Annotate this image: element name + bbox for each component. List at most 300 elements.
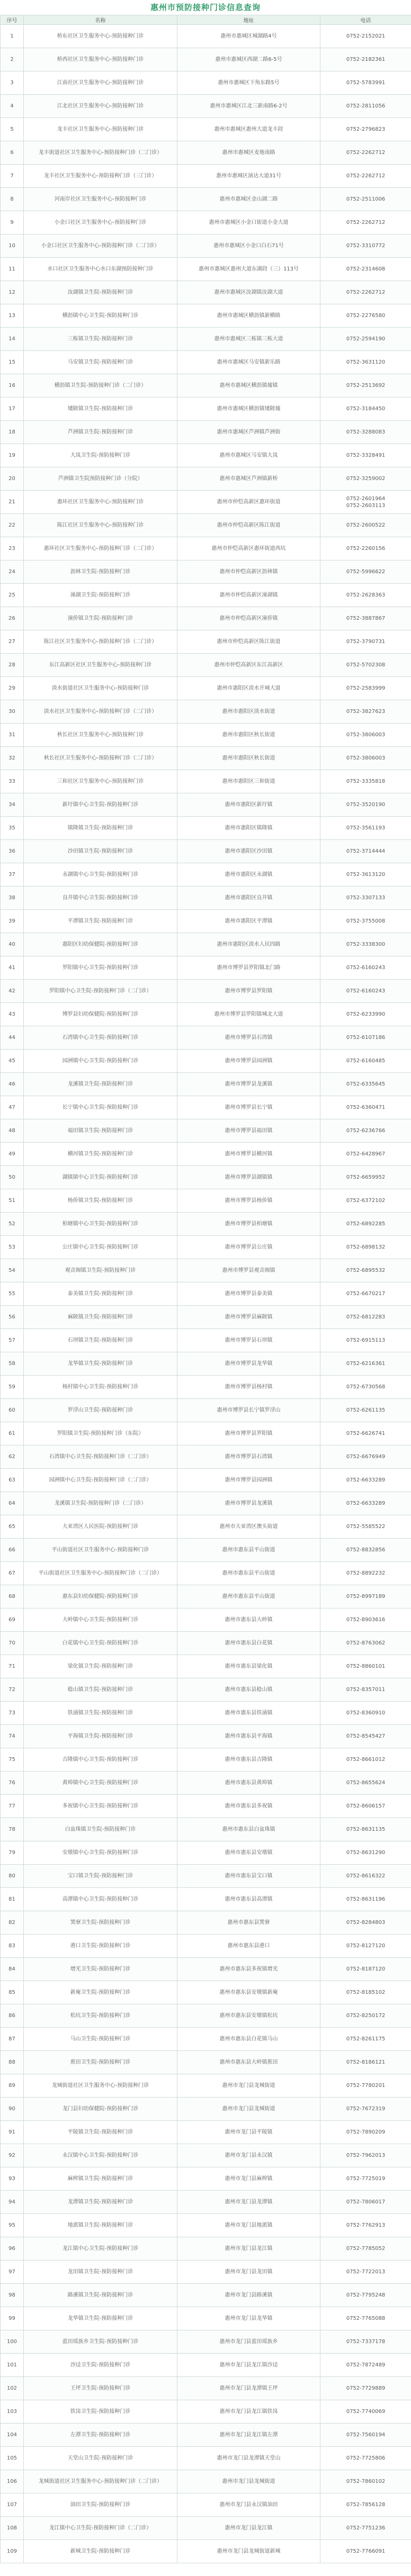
clinic-phone: 0752-2796823 [320,118,411,141]
clinic-phone: 0752-3806003 [320,724,411,747]
clinic-address: 惠州市惠城区麦地南路 [177,141,320,165]
clinic-address: 惠州市博罗县长宁镇罗浮山 [177,1399,320,1422]
clinic-name: 惠环社区卫生服务中心-预防接种门诊 [24,491,177,514]
row-number: 23 [1,537,24,561]
row-number: 24 [1,561,24,584]
clinic-phone: 0752-2262712 [320,141,411,165]
row-number: 46 [1,1073,24,1096]
clinic-address: 惠州市仲恺高新区惠环街道西坑 [177,537,320,561]
clinic-phone: 0752-2182361 [320,48,411,71]
clinic-name: 汝湖镇卫生院-预防接种门诊 [24,281,177,304]
table-row [1,2540,411,2563]
row-number: 57 [1,1329,24,1352]
clinic-name: 矮陂镇卫生院-预防接种门诊 [24,397,177,421]
clinic-name: 宝口镇卫生院-预防接种门诊 [24,1865,177,1888]
clinic-name: 石坝镇卫生院-预防接种门诊 [24,1329,177,1352]
clinic-address: 惠州市龙门县麻榨镇 [177,2167,320,2191]
clinic-address: 惠州市博罗县石湾镇 [177,1026,320,1050]
table-row [1,444,411,467]
clinic-address: 惠州市惠东县铁涌镇 [177,1702,320,1725]
clinic-name: 黄埠镇中心卫生院-预防接种门诊 [24,1771,177,1795]
table-row [1,1259,411,1282]
clinic-address: 惠州市博罗县罗阳镇 [177,1422,320,1445]
clinic-phone: 0752-8892232 [320,1562,411,1585]
row-number: 21 [1,491,24,514]
clinic-address: 惠州市惠阳区秋长街道 [177,747,320,770]
table-row [1,1702,411,1725]
clinic-phone: 0752-2511006 [320,188,411,211]
row-number: 88 [1,2051,24,2074]
clinic-phone: 0752-8631196 [320,1888,411,1911]
table-row [1,2051,411,2074]
row-number: 63 [1,1469,24,1492]
clinic-address: 惠州市惠阳区淡水开城大道 [177,677,320,700]
clinic-name: 惠东县妇幼保健院-预防接种门诊 [24,1585,177,1608]
clinic-address: 惠州市惠东县吉隆镇 [177,1748,320,1771]
clinic-address: 惠州市龙门县龙江镇 [177,2237,320,2261]
clinic-name: 石湾镇中心卫生院-预防接种门诊 [24,1026,177,1050]
clinic-phone: 0752-6892285 [320,1213,411,1236]
clinic-name: 石湾镇中心卫生院-预防接种门诊（二门诊） [24,1445,177,1469]
clinic-address: 惠州市大亚湾区澳头街道 [177,1515,320,1539]
clinic-phone: 0752-6898132 [320,1236,411,1259]
row-number: 20 [1,467,24,491]
row-number: 68 [1,1585,24,1608]
table-row [1,2004,411,2028]
table-row [1,1189,411,1213]
row-number: 10 [1,234,24,258]
row-number: 34 [1,793,24,817]
clinic-name: 龙潭镇卫生院-预防接种门诊 [24,2191,177,2214]
table-row [1,1306,411,1329]
table-row [1,1003,411,1026]
clinic-address: 惠州市博罗县泰美镇 [177,1282,320,1306]
clinic-name: 芦洲镇卫生院预防接种门诊（分院） [24,467,177,491]
clinic-name: 多祝镇中心卫生院-预防接种门诊 [24,1795,177,1818]
clinic-name: 博罗县妇幼保健院-预防接种门诊 [24,1003,177,1026]
clinic-phone: 0752-6160243 [320,956,411,980]
table-row [1,2424,411,2447]
clinic-name: 罗阳镇卫生院-预防接种门诊（东院） [24,1422,177,1445]
clinic-address: 惠州市龙门县龙城街道 [177,2098,320,2121]
row-number: 54 [1,1259,24,1282]
table-row [1,397,411,421]
clinic-phone: 0752-3288083 [320,421,411,444]
header-phone: 电话 [320,15,411,25]
clinic-phone: 0752-7337178 [320,2330,411,2354]
clinic-phone: 0752-3328491 [320,444,411,467]
row-number: 95 [1,2214,24,2237]
row-number: 50 [1,1166,24,1189]
clinic-phone: 0752-8661012 [320,1748,411,1771]
row-number: 74 [1,1725,24,1748]
table-row [1,141,411,165]
clinic-address: 惠州市惠城区芦洲镇芦洲街 [177,421,320,444]
clinic-name: 龙丰社区卫生服务中心-预防接种门诊 [24,118,177,141]
row-number: 35 [1,817,24,840]
row-number: 77 [1,1795,24,1818]
row-number: 64 [1,1492,24,1515]
clinic-address: 惠州市仲恺高新区东江高新区 [177,654,320,677]
row-number: 51 [1,1189,24,1213]
clinic-address: 惠州市龙门县永汉镇油田 [177,2493,320,2517]
row-number: 92 [1,2144,24,2167]
row-number: 45 [1,1050,24,1073]
clinic-address: 惠州市惠东县黄埠镇 [177,1771,320,1795]
row-number: 25 [1,584,24,607]
table-row [1,2098,411,2121]
row-number: 53 [1,1236,24,1259]
clinic-address: 惠州市惠东县白花镇马山 [177,2028,320,2051]
table-row [1,1445,411,1469]
clinic-phone: 0752-2583999 [320,677,411,700]
clinic-name: 平陵镇卫生院-预防接种门诊 [24,2121,177,2144]
clinic-address: 惠州市惠阳区淡水人民四路 [177,933,320,956]
clinic-address: 惠州市惠东县多祝镇 [177,1795,320,1818]
clinic-phone: 0752-7872489 [320,2354,411,2377]
clinic-address: 惠州市仲恺高新区惠环街道 [177,491,320,514]
clinic-name: 马山卫生院-预防接种门诊 [24,2028,177,2051]
clinic-name: 芦洲镇卫生院-预防接种门诊 [24,421,177,444]
clinic-phone: 0752-6915113 [320,1329,411,1352]
row-number: 13 [1,304,24,328]
row-number: 100 [1,2330,24,2354]
clinic-phone: 0752-6335645 [320,1073,411,1096]
row-number: 73 [1,1702,24,1725]
clinic-name: 园洲镇中心卫生院-预防接种门诊（二门诊） [24,1469,177,1492]
table-row [1,328,411,351]
clinic-address: 惠州市博罗县罗阳镇 [177,980,320,1003]
clinic-phone: 0752-7962013 [320,2144,411,2167]
clinic-address: 惠州市博罗县柏塘镇 [177,1213,320,1236]
clinic-name: 陈江社区卫生服务中心-预防接种门诊（二门诊） [24,630,177,654]
clinic-address: 惠州市惠阳区淡水街道 [177,700,320,724]
table-row [1,95,411,118]
clinic-address: 惠州市惠城区横沥镇墟镇 [177,374,320,397]
row-number: 27 [1,630,24,654]
row-number: 2 [1,48,24,71]
clinic-name: 秋长社区卫生服务中心-预防接种门诊 [24,724,177,747]
clinic-phone: 0752-8185102 [320,1981,411,2004]
clinic-address: 惠州市博罗县罗阳镇城北大道 [177,1003,320,1026]
row-number: 71 [1,1655,24,1678]
clinic-phone: 0752-3259002 [320,467,411,491]
table-row [1,1865,411,1888]
table-row [1,1981,411,2004]
clinic-phone: 0752-7725019 [320,2167,411,2191]
clinic-address: 惠州市惠阳区沙田镇 [177,840,320,863]
row-number: 82 [1,1911,24,1935]
row-number: 12 [1,281,24,304]
table-row [1,71,411,95]
clinic-phone: 0752-3755008 [320,910,411,933]
clinic-name: 大岭镇中心卫生院-预防接种门诊 [24,1608,177,1632]
table-row [1,1562,411,1585]
clinic-phone: 0752-6233990 [320,1003,411,1026]
clinic-phone: 0752-7722013 [320,2261,411,2284]
table-row [1,1515,411,1539]
clinic-name: 泰美镇卫生院-预防接种门诊 [24,1282,177,1306]
clinic-name: 惠环社区卫生服务中心-预防接种门诊（二门诊） [24,537,177,561]
clinic-name: 罗浮山卫生院-预防接种门诊 [24,1399,177,1422]
clinic-address: 惠州市惠城区芦洲镇新桥 [177,467,320,491]
clinic-phone: 0752-3714444 [320,840,411,863]
clinic-phone: 0752-3561193 [320,817,411,840]
row-number: 76 [1,1771,24,1795]
clinic-address: 惠州市博罗县石湾镇 [177,1445,320,1469]
clinic-name: 港口卫生院-预防接种门诊 [24,1935,177,1958]
clinic-phone: 0752-2811056 [320,95,411,118]
clinic-name: 增光卫生院-预防接种门诊 [24,1958,177,1981]
row-number: 61 [1,1422,24,1445]
row-number: 79 [1,1841,24,1865]
clinic-phone: 0752-2600522 [320,514,411,537]
table-header [1,15,411,25]
clinic-address: 惠州市龙门县龙田镇 [177,2261,320,2284]
clinic-phone: 0752-8631290 [320,1841,411,1865]
clinic-name: 铁涌镇卫生院-预防接种门诊 [24,1702,177,1725]
clinic-address: 惠州市博罗县龙华镇 [177,1352,320,1376]
row-number: 32 [1,747,24,770]
clinic-phone: 0752-6261135 [320,1399,411,1422]
clinic-phone: 0752-2262712 [320,211,411,234]
row-number: 78 [1,1818,24,1841]
clinic-name: 罗阳镇中心卫生院-预防接种门诊（二门诊） [24,980,177,1003]
row-number: 33 [1,770,24,793]
clinic-address: 惠州市龙门县龙城街道新城 [177,2540,320,2563]
row-number: 42 [1,980,24,1003]
table-row [1,1888,411,1911]
clinic-address: 惠州市惠东县安墩镇 [177,1841,320,1865]
row-number: 72 [1,1678,24,1702]
clinic-name: 三栋镇卫生院-预防接种门诊 [24,328,177,351]
table-row [1,654,411,677]
clinic-phone: 0752-7765088 [320,2307,411,2330]
clinic-name: 麻陂镇卫生院-预防接种门诊 [24,1306,177,1329]
clinic-phone: 0752-6428967 [320,1143,411,1166]
clinic-address: 惠州市惠东县梁化镇 [177,1655,320,1678]
table-row [1,2028,411,2051]
table-row [1,607,411,630]
row-number: 102 [1,2377,24,2400]
table-row [1,863,411,887]
table-row [1,1492,411,1515]
row-number: 31 [1,724,24,747]
table-row [1,1352,411,1376]
clinic-name: 横河镇卫生院-预防接种门诊 [24,1143,177,1166]
clinic-address: 惠州市龙门县蓝田瑶族乡 [177,2330,320,2354]
clinic-address: 惠州市惠阳区平潭镇 [177,910,320,933]
clinic-phone: 0752-2262712 [320,165,411,188]
clinic-phone: 0752-8616322 [320,1865,411,1888]
clinic-phone: 0752-6633289 [320,1492,411,1515]
table-row [1,1632,411,1655]
row-number: 1 [1,25,24,48]
clinic-address: 惠州市惠城区马安镇新乐路 [177,351,320,374]
clinic-phone: 0752-3310772 [320,234,411,258]
table-row [1,1935,411,1958]
table-row [1,1166,411,1189]
row-number: 62 [1,1445,24,1469]
table-row [1,793,411,817]
clinic-info-table [0,15,411,2563]
clinic-phone: 0752-8903616 [320,1608,411,1632]
table-row [1,1376,411,1399]
clinic-phone: 0752-7860102 [320,2470,411,2493]
clinic-address: 惠州市博罗县石坝镇 [177,1329,320,1352]
clinic-phone: 0752-6730568 [320,1376,411,1399]
clinic-address: 惠州市仲恺高新区陈江街道 [177,630,320,654]
clinic-name: 龙华镇卫生院-预防接种门诊 [24,1352,177,1376]
clinic-address: 惠州市龙门县龙城街道 [177,2470,320,2493]
row-number: 89 [1,2074,24,2098]
clinic-address: 惠州市惠城区金山湖二路 [177,188,320,211]
clinic-name: 龙溪镇卫生院-预防接种门诊 [24,1073,177,1096]
row-number: 66 [1,1539,24,1562]
clinic-name: 安墩镇中心卫生院-预防接种门诊 [24,1841,177,1865]
clinic-name: 柏塘镇中心卫生院-预防接种门诊 [24,1213,177,1236]
clinic-address: 惠州市龙门县地派镇 [177,2214,320,2237]
row-number: 9 [1,211,24,234]
row-number: 75 [1,1748,24,1771]
table-row [1,2284,411,2307]
clinic-address: 惠州市惠城区汝湖镇汝湖大道 [177,281,320,304]
row-number: 93 [1,2167,24,2191]
clinic-address: 惠州市惠东县多祝镇增光 [177,1958,320,1981]
clinic-name: 潼侨镇卫生院-预防接种门诊 [24,607,177,630]
clinic-phone: 0752-6676949 [320,1445,411,1469]
row-number: 28 [1,654,24,677]
clinic-address: 惠州市仲恺高新区沥林镇 [177,561,320,584]
table-row [1,1236,411,1259]
clinic-phone: 0752-2513692 [320,374,411,397]
clinic-address: 惠州市龙门县龙江镇沙迳 [177,2354,320,2377]
clinic-address: 惠州市龙门县龙江镇 [177,2517,320,2540]
table-row [1,2144,411,2167]
clinic-name: 龙门县妇幼保健院-预防接种门诊 [24,2098,177,2121]
clinic-address: 惠州市惠城区演达大道31号 [177,165,320,188]
table-row [1,1585,411,1608]
clinic-address: 惠州市惠东县大岭镇 [177,1608,320,1632]
clinic-name: 龙田镇卫生院-预防接种门诊 [24,2261,177,2284]
clinic-phone: 0752-8832856 [320,1539,411,1562]
row-number: 108 [1,2517,24,2540]
clinic-address: 惠州市龙门县龙潭镇 [177,2191,320,2214]
table-row [1,165,411,188]
clinic-name: 左潭卫生院-预防接种门诊 [24,2424,177,2447]
clinic-phone: 0752-8357011 [320,1678,411,1702]
clinic-name: 新圩镇中心卫生院-预防接种门诊 [24,793,177,817]
row-number: 18 [1,421,24,444]
row-number: 99 [1,2307,24,2330]
clinic-phone: 0752-2628363 [320,584,411,607]
table-row [1,1422,411,1445]
row-number: 30 [1,700,24,724]
clinic-phone: 0752-3806003 [320,747,411,770]
table-row [1,677,411,700]
clinic-name: 小金口社区卫生服务中心-预防接种门诊（二门诊） [24,234,177,258]
clinic-phone: 0752-6372102 [320,1189,411,1213]
clinic-name: 罗阳镇中心卫生院-预防接种门诊 [24,956,177,980]
clinic-address: 惠州市惠阳区永湖镇 [177,863,320,887]
clinic-name: 龙丰社区卫生服务中心-预防接种门诊（三门诊） [24,165,177,188]
clinic-name: 园洲镇中心卫生院-预防接种门诊 [24,1050,177,1073]
table-row [1,1073,411,1096]
clinic-name: 巽寮卫生院-预防接种门诊 [24,1911,177,1935]
table-row [1,910,411,933]
clinic-phone: 0752-7856128 [320,2493,411,2517]
row-number: 48 [1,1119,24,1143]
clinic-phone: 0752-6160485 [320,1050,411,1073]
clinic-address: 惠州市惠东县平山街道 [177,1562,320,1585]
clinic-address: 惠州市博罗县园洲镇 [177,1050,320,1073]
table-row [1,118,411,141]
table-row [1,700,411,724]
clinic-name: 河南岸社区卫生服务中心-预防接种门诊 [24,188,177,211]
clinic-phone: 0752-8187120 [320,1958,411,1981]
table-row [1,48,411,71]
table-row [1,537,411,561]
clinic-address: 惠州市惠东县平山街道 [177,1539,320,1562]
clinic-phone: 0752-8655624 [320,1771,411,1795]
clinic-address: 惠州市博罗县杨侨镇 [177,1189,320,1213]
clinic-name: 陈江社区卫生服务中心-预防接种门诊 [24,514,177,537]
table-row [1,234,411,258]
clinic-name: 地派镇卫生院-预防接种门诊 [24,2214,177,2237]
clinic-name: 高潭镇中心卫生院-预防接种门诊 [24,1888,177,1911]
row-number: 47 [1,1096,24,1119]
table-row [1,2493,411,2517]
row-number: 106 [1,2470,24,2493]
table-row [1,2214,411,2237]
clinic-phone: 0752-7725806 [320,2447,411,2470]
clinic-address: 惠州市惠城区马安镇大岚 [177,444,320,467]
table-row [1,2354,411,2377]
clinic-address: 惠州市博罗县横河镇 [177,1143,320,1166]
clinic-phone: 0752-3631120 [320,351,411,374]
table-row [1,630,411,654]
row-number: 58 [1,1352,24,1376]
clinic-name: 沙迳卫生院-预防接种门诊 [24,2354,177,2377]
clinic-phone: 0752-3338300 [320,933,411,956]
clinic-name: 马安镇卫生院-预防接种门诊 [24,351,177,374]
clinic-name: 白盆珠镇卫生院-预防接种门诊 [24,1818,177,1841]
table-body [1,25,411,2563]
table-row [1,1329,411,1352]
clinic-phone: 0752-2314608 [320,258,411,281]
clinic-name: 杨村镇中心卫生院-预防接种门诊 [24,1376,177,1399]
clinic-address: 惠州市惠阳区良井镇 [177,887,320,910]
clinic-address: 惠州市龙门县龙城街道 [177,2074,320,2098]
table-row [1,467,411,491]
row-number: 105 [1,2447,24,2470]
clinic-name: 大亚湾区人民医院-预防接种门诊 [24,1515,177,1539]
clinic-address: 惠州市博罗县湖镇镇 [177,1166,320,1189]
clinic-name: 龙华镇卫生院-预防接种门诊 [24,2307,177,2330]
clinic-phone: 0752-7780201 [320,2074,411,2098]
clinic-phone: 0752-2152021 [320,25,411,48]
clinic-name: 淡水街道社区卫生服务中心-预防接种门诊 [24,677,177,700]
row-number: 80 [1,1865,24,1888]
table-row [1,1771,411,1795]
clinic-phone: 0752-8250172 [320,2004,411,2028]
table-row [1,1213,411,1236]
clinic-name: 龙溪镇卫生院-预防接种门诊（二门诊） [24,1492,177,1515]
clinic-address: 惠州市惠城区城湖路4号 [177,25,320,48]
row-number: 29 [1,677,24,700]
clinic-name: 吉隆镇中心卫生院-预防接种门诊 [24,1748,177,1771]
row-number: 14 [1,328,24,351]
